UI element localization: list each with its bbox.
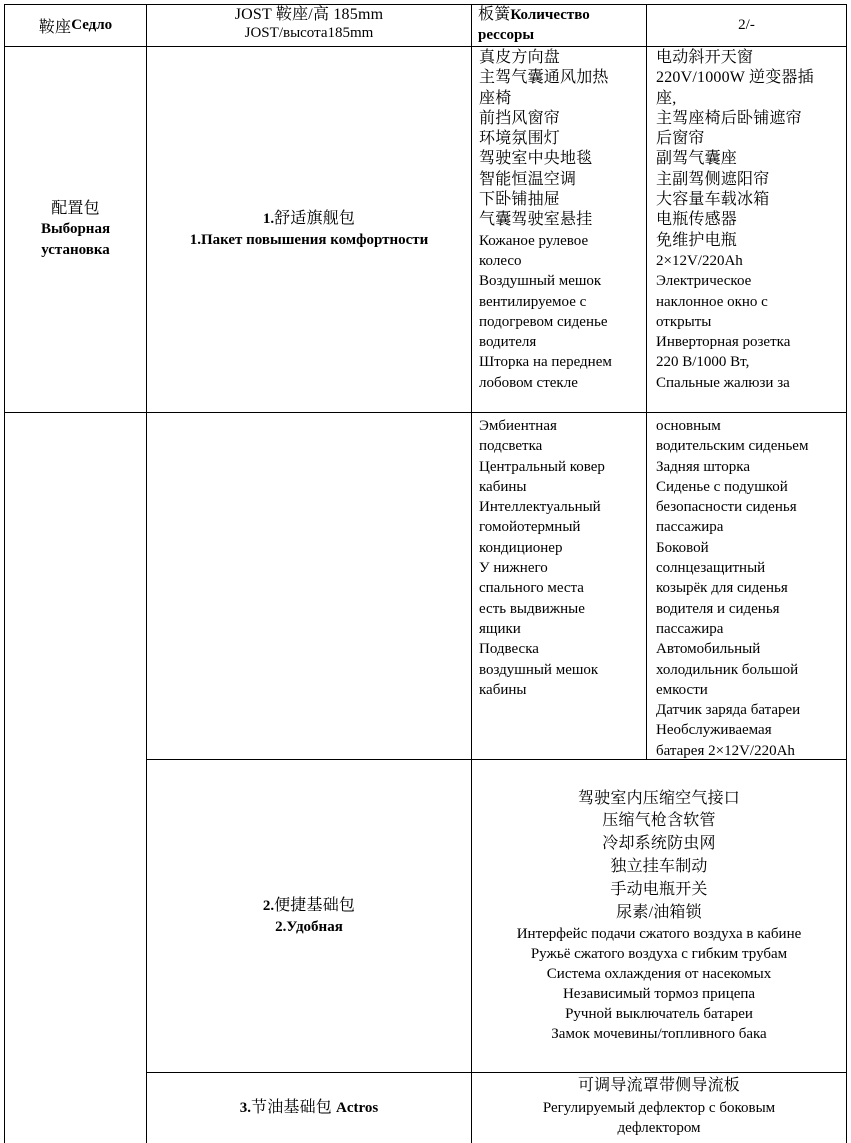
feature-line: Замок мочевины/топливного бака [551, 1026, 767, 1043]
header-jost-line1: JOST 鞍座/高 185mm [234, 6, 384, 23]
feature-line: Интеллектуальный [479, 499, 601, 516]
table-border-right [846, 4, 847, 1143]
feature-line: подогревом сиденье [479, 313, 608, 330]
feature-line: Задняя шторка [656, 458, 751, 475]
package-2-name-zh: 便捷基础包 [274, 896, 356, 914]
feature-line: солнцезащитный [656, 560, 766, 577]
package-3-items [472, 1075, 846, 1143]
header-leaf-spring-zh: 板簧 [478, 6, 511, 23]
section-title-ru-1: Выборная [40, 221, 111, 237]
feature-line: водительским сиденьем [656, 438, 809, 455]
feature-line: Шторка на переднем [479, 354, 612, 371]
feature-line: Независимый тормоз прицепа [562, 986, 756, 1003]
header-saddle-zh: 鞍座 [38, 19, 72, 36]
feature-line: 驾驶室中央地毯 [479, 150, 593, 168]
feature-line: спального места [479, 580, 584, 597]
feature-line: козырёк для сиденья [656, 580, 788, 597]
package-3-name-zh: 节油基础包 [251, 1099, 333, 1116]
package-3-number: 3. [239, 1100, 251, 1116]
header-cell-leaf-spring [478, 4, 646, 46]
feature-line: открыты [656, 313, 712, 330]
feature-line: Боковой [656, 539, 709, 556]
package-3-name-cell [147, 1073, 471, 1143]
feature-line: 主驾座椅后卧铺遮帘 [656, 109, 802, 127]
feature-line: 环境氛围灯 [479, 130, 561, 148]
row1-bottom-border [4, 412, 847, 413]
feature-line: водителя и сиденья [656, 600, 780, 617]
feature-line: холодильник большой [656, 661, 799, 678]
feature-line: кабины [479, 681, 527, 698]
feature-line: Спальные жалюзи за [656, 374, 790, 391]
feature-line: 驾驶室内压缩空气接口 [577, 789, 740, 807]
package-1-continued-col3 [479, 416, 646, 759]
feature-line: 智能恒温空调 [479, 170, 577, 188]
header-leaf-spring-ru-1: Количество [510, 7, 590, 23]
feature-line: Кожаное рулевое [479, 232, 589, 249]
feature-line: Электрическое [656, 273, 752, 290]
feature-line: батарея 2×12V/220Ah [656, 742, 795, 759]
feature-line: 220 В/1000 Вт, [656, 354, 750, 371]
feature-line: основным [656, 418, 721, 434]
feature-line: Центральный ковер [479, 458, 605, 475]
header-cell-saddle [5, 5, 146, 46]
feature-line: 电动斜开天窗 [656, 49, 754, 66]
package-1-number: 1. [262, 211, 275, 227]
header-value-text: 2/- [738, 17, 755, 33]
feature-line: кондиционер [479, 539, 563, 556]
feature-line: пассажира [656, 519, 724, 536]
package-2-name-ru: 2.Удобная [275, 918, 343, 935]
feature-line: 座, [656, 89, 677, 107]
feature-line: 压缩气枪含软管 [602, 812, 716, 830]
feature-line: 2×12V/220Ah [656, 252, 743, 269]
package-2-number: 2. [262, 897, 275, 914]
feature-line: 副驾气囊座 [656, 150, 738, 168]
feature-line: Автомобильный [656, 641, 761, 658]
header-jost-line2: JOST/высота185mm [244, 25, 374, 41]
section-title-zh: 配置包 [51, 200, 100, 217]
feature-line: кабины [479, 478, 527, 495]
feature-line: 气囊驾驶室悬挂 [479, 211, 593, 229]
package-1-name-zh: 舒适旗舰包 [274, 210, 356, 227]
feature-line: Эмбиентная [479, 418, 557, 434]
feature-line: Подвеска [479, 641, 539, 658]
package-2-items [472, 760, 846, 1072]
feature-line: ящики [479, 620, 521, 637]
feature-line: Интерфейс подачи сжатого воздуха в кабине [516, 926, 802, 943]
header-cell-value [647, 5, 846, 46]
feature-line: Необслуживаемая [656, 722, 772, 739]
feature-line: 前挡风窗帘 [479, 109, 561, 127]
package-3-name-ru: Actros [336, 1100, 379, 1116]
feature-line: Система охлаждения от насекомых [546, 966, 772, 983]
feature-line: 可调导流罩带侧导流板 [577, 1077, 740, 1094]
feature-line: лобовом стекле [479, 374, 578, 391]
feature-line: 真皮方向盘 [479, 49, 561, 66]
feature-line: воздушный мешок [479, 661, 599, 678]
feature-line: есть выдвижные [479, 600, 585, 617]
feature-line: 220V/1000W 逆变器插 [656, 69, 814, 87]
feature-line: наклонное окно с [656, 293, 768, 310]
feature-line: безопасности сиденья [656, 499, 797, 516]
feature-line: 手动电瓶开关 [610, 880, 708, 898]
feature-line: 尿素/油箱锁 [616, 903, 702, 921]
feature-line: Воздушный мешок [479, 273, 602, 290]
feature-line: вентилируемое с [479, 293, 587, 310]
feature-line: 后窗帘 [656, 130, 705, 148]
package-2-name-cell [147, 760, 471, 1072]
section-title-cell [5, 47, 146, 412]
feature-line: емкости [656, 681, 708, 698]
feature-line: подсветка [479, 438, 543, 455]
col3-divider-upper [646, 4, 647, 760]
feature-line: 下卧铺抽屉 [479, 191, 561, 209]
feature-line: колесо [479, 252, 522, 269]
feature-line: 主副驾侧遮阳帘 [656, 170, 770, 188]
feature-line: Сиденье с подушкой [656, 478, 788, 495]
feature-line: Ручной выключатель батареи [565, 1006, 753, 1023]
feature-line: Инверторная розетка [656, 334, 791, 351]
feature-line: 电瓶传感器 [656, 211, 738, 229]
feature-line: 独立挂车制动 [610, 858, 708, 875]
package-1-name-ru: 1.Пакет повышения комфортности [189, 232, 429, 248]
feature-line: 座椅 [479, 89, 512, 107]
package-1-features-col4 [656, 48, 846, 412]
feature-line: водителя [479, 334, 537, 351]
package-1-features-col3 [479, 48, 646, 412]
package-1-name-cell [147, 47, 471, 412]
feature-line: гомойотермный [479, 519, 581, 536]
header-cell-jost [147, 5, 471, 46]
header-leaf-spring-ru-2: рессоры [478, 27, 535, 43]
feature-line: 免维护电瓶 [656, 231, 738, 249]
feature-line: Ружьё сжатого воздуха с гибким трубам [530, 946, 788, 963]
feature-line: Регулируемый дефлектор с боковым [542, 1099, 776, 1116]
feature-line: дефлектором [617, 1119, 701, 1136]
feature-line: 主驾气囊通风加热 [479, 69, 609, 87]
header-saddle-ru: Седло [71, 17, 113, 33]
feature-line: пассажира [656, 620, 724, 637]
feature-line: 冷却系统防虫网 [602, 835, 716, 853]
feature-line: У нижнего [479, 560, 548, 577]
feature-line: 大容量车载冰箱 [656, 191, 770, 209]
feature-line: Датчик заряда батареи [656, 702, 801, 719]
section-title-ru-2: установка [41, 242, 110, 258]
package-1-continued-col4 [656, 416, 846, 759]
